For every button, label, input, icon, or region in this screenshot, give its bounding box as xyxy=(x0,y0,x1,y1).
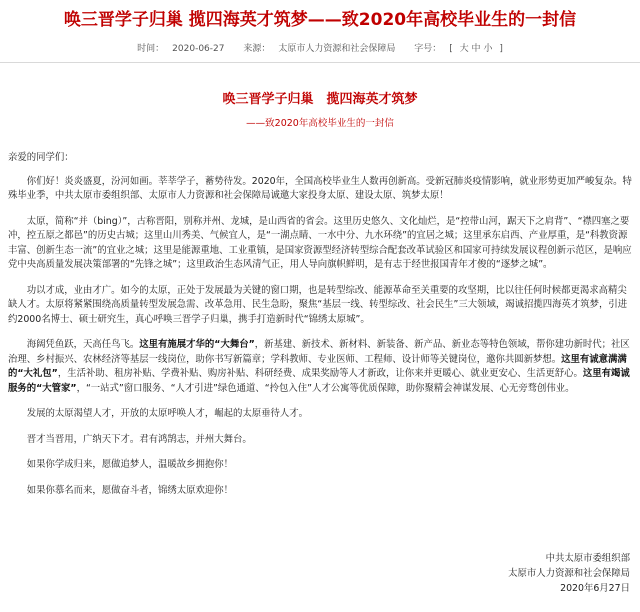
paragraph-8-text: 如果你慕名而来，愿做奋斗者，锦绣太原欢迎你！ xyxy=(26,484,234,496)
font-medium-link[interactable]: 中 xyxy=(471,44,481,54)
paragraph-4-stage-text: ，新基建、新技术、新材料、新装备、新产品、新业态等特色领域，帮你建功新时代；社区治理、乡村振兴、农林经济等基层一线岗位，助你书写新篇章；学科教师、专业医师、工程师、设计师等关键岗位，邀你共圆新梦想。 xyxy=(8,339,630,365)
paragraph-2 xyxy=(8,215,632,273)
font-size-label: 字号： xyxy=(414,44,442,54)
divider xyxy=(0,62,640,63)
source-value: 太原市人力资源和社会保障局 xyxy=(278,44,396,54)
paragraph-5 xyxy=(8,407,632,422)
paragraph-4-gift-text: ，生活补助、租房补贴、学费补贴、购房补贴、科研经费、成果奖励等人才新政，让你来并更暖心、就业更安心、生活更舒心。 xyxy=(57,368,583,379)
paragraph-3-text: 功以才成，业由才广。如今的太原，正处于发展最为关键的窗口期，也是转型综改、能源革命至关重要的攻坚期，比以往任何时候都更渴求高精尖缺人才。太原将紧紧围绕高质量转型发展急需、改革急用、民生急盼，聚焦“基层一线、转型综改、社会民生”三大领域，竭诚招揽四海英才筑梦，引进约2000名博士、硕士研究生，真心呼唤三晋学子归巢，携手打造新时代“锦绣太原城”。 xyxy=(8,284,628,325)
paragraph-4-highlight-stage: 这里有施展才华的“大舞台” xyxy=(139,339,255,350)
article-meta xyxy=(0,42,640,56)
paragraph-3 xyxy=(8,284,632,328)
article-subtitle: ——致2020年高校毕业生的一封信 xyxy=(246,118,394,129)
paragraph-6 xyxy=(8,433,632,448)
paragraph-7-text: 如果你学成归来，愿做追梦人，温暖故乡拥抱你！ xyxy=(26,459,234,470)
greeting: 亲爱的同学们： xyxy=(8,152,74,163)
paragraph-8 xyxy=(8,484,632,499)
paragraph-1 xyxy=(8,175,632,204)
paragraph-4-lead: 海阔凭鱼跃，天高任鸟飞。 xyxy=(26,339,140,350)
source-label: 来源： xyxy=(243,44,271,54)
signoff-date: 2020年6月27日 xyxy=(560,583,630,594)
signoff xyxy=(508,551,630,596)
font-large-link[interactable]: 大 xyxy=(459,44,469,54)
paragraph-6-text: 晋才当晋用，广纳天下才。君有鸿鹄志，并州大舞台。 xyxy=(26,433,252,445)
bracket-open: [ xyxy=(449,44,456,54)
time-value: 2020-06-27 xyxy=(172,44,225,54)
signoff-org-1: 中共太原市委组织部 xyxy=(545,553,630,564)
paragraph-5-text: 发展的太原渴望人才，开放的太原呼唤人才，崛起的太原垂待人才。 xyxy=(26,408,309,419)
signoff-org-2: 太原市人力资源和社会保障局 xyxy=(508,568,630,579)
paragraph-4-highlight-gift: 这里有诚意满满的“大礼包” xyxy=(8,353,627,379)
paragraph-4-highlight-butler: 这里有竭诚服务的“大管家” xyxy=(8,368,630,394)
paragraph-4 xyxy=(8,338,632,396)
page-title: 唤三晋学子归巢 揽四海英才筑梦——致2020年高校毕业生的一封信 xyxy=(63,10,577,30)
bracket-close: ] xyxy=(496,44,503,54)
paragraph-1-text: 你们好！炎炎盛夏，汾河如画。莘莘学子，蓄势待发。2020年，全国高校毕业生人数再创新高。受新冠肺炎疫情影响，就业形势更加严峻复杂。特殊毕业季，中共太原市委组织部、太原市人力资源和社会保障局诚邀大家投身太原、建设太原、筑梦太原！ xyxy=(8,175,632,201)
paragraph-4-butler-text: ，“一站式”窗口服务、“人才引进”绿色通道、“拎包入住”人才公寓等优质保障，助你聚精会神谋发展、心无旁骛创伟业。 xyxy=(76,382,575,394)
font-small-link[interactable]: 小 xyxy=(483,44,493,54)
font-size-switcher xyxy=(410,44,507,54)
publish-time xyxy=(133,44,228,54)
paragraph-7 xyxy=(8,458,632,473)
paragraph-2-text: 太原，简称“并（bing）”，古称晋阳，别称并州、龙城，是山西省的省会。这里历史悠久、文化灿烂，是“控带山河，踞天下之肩背”、“襟四塞之要冲，控五原之都邑”的历史古城；这里山川秀美、气候宜人，是“一湖点睛、一水中分、九水环绕”的宜居之城；这里承东启西、产业厚重，是“科教资源丰富、创新生态一流”的宜业之城；这里是能源重地、工业重镇，是国家资源型经济转型综合配套改革试验区和国家可持续发展议程创新示范区，是响应党中央高质量发展决策部署的“先锋之城”；这里政治生态风清气正，用人导向旗帜鲜明，是有志于经世报国青年才俊的“逐梦之城”。 xyxy=(8,215,632,270)
article-title: 唤三晋学子归巢 揽四海英才筑梦 xyxy=(222,92,418,107)
time-label: 时间： xyxy=(137,44,165,54)
article-body xyxy=(0,151,640,498)
source xyxy=(239,44,399,54)
